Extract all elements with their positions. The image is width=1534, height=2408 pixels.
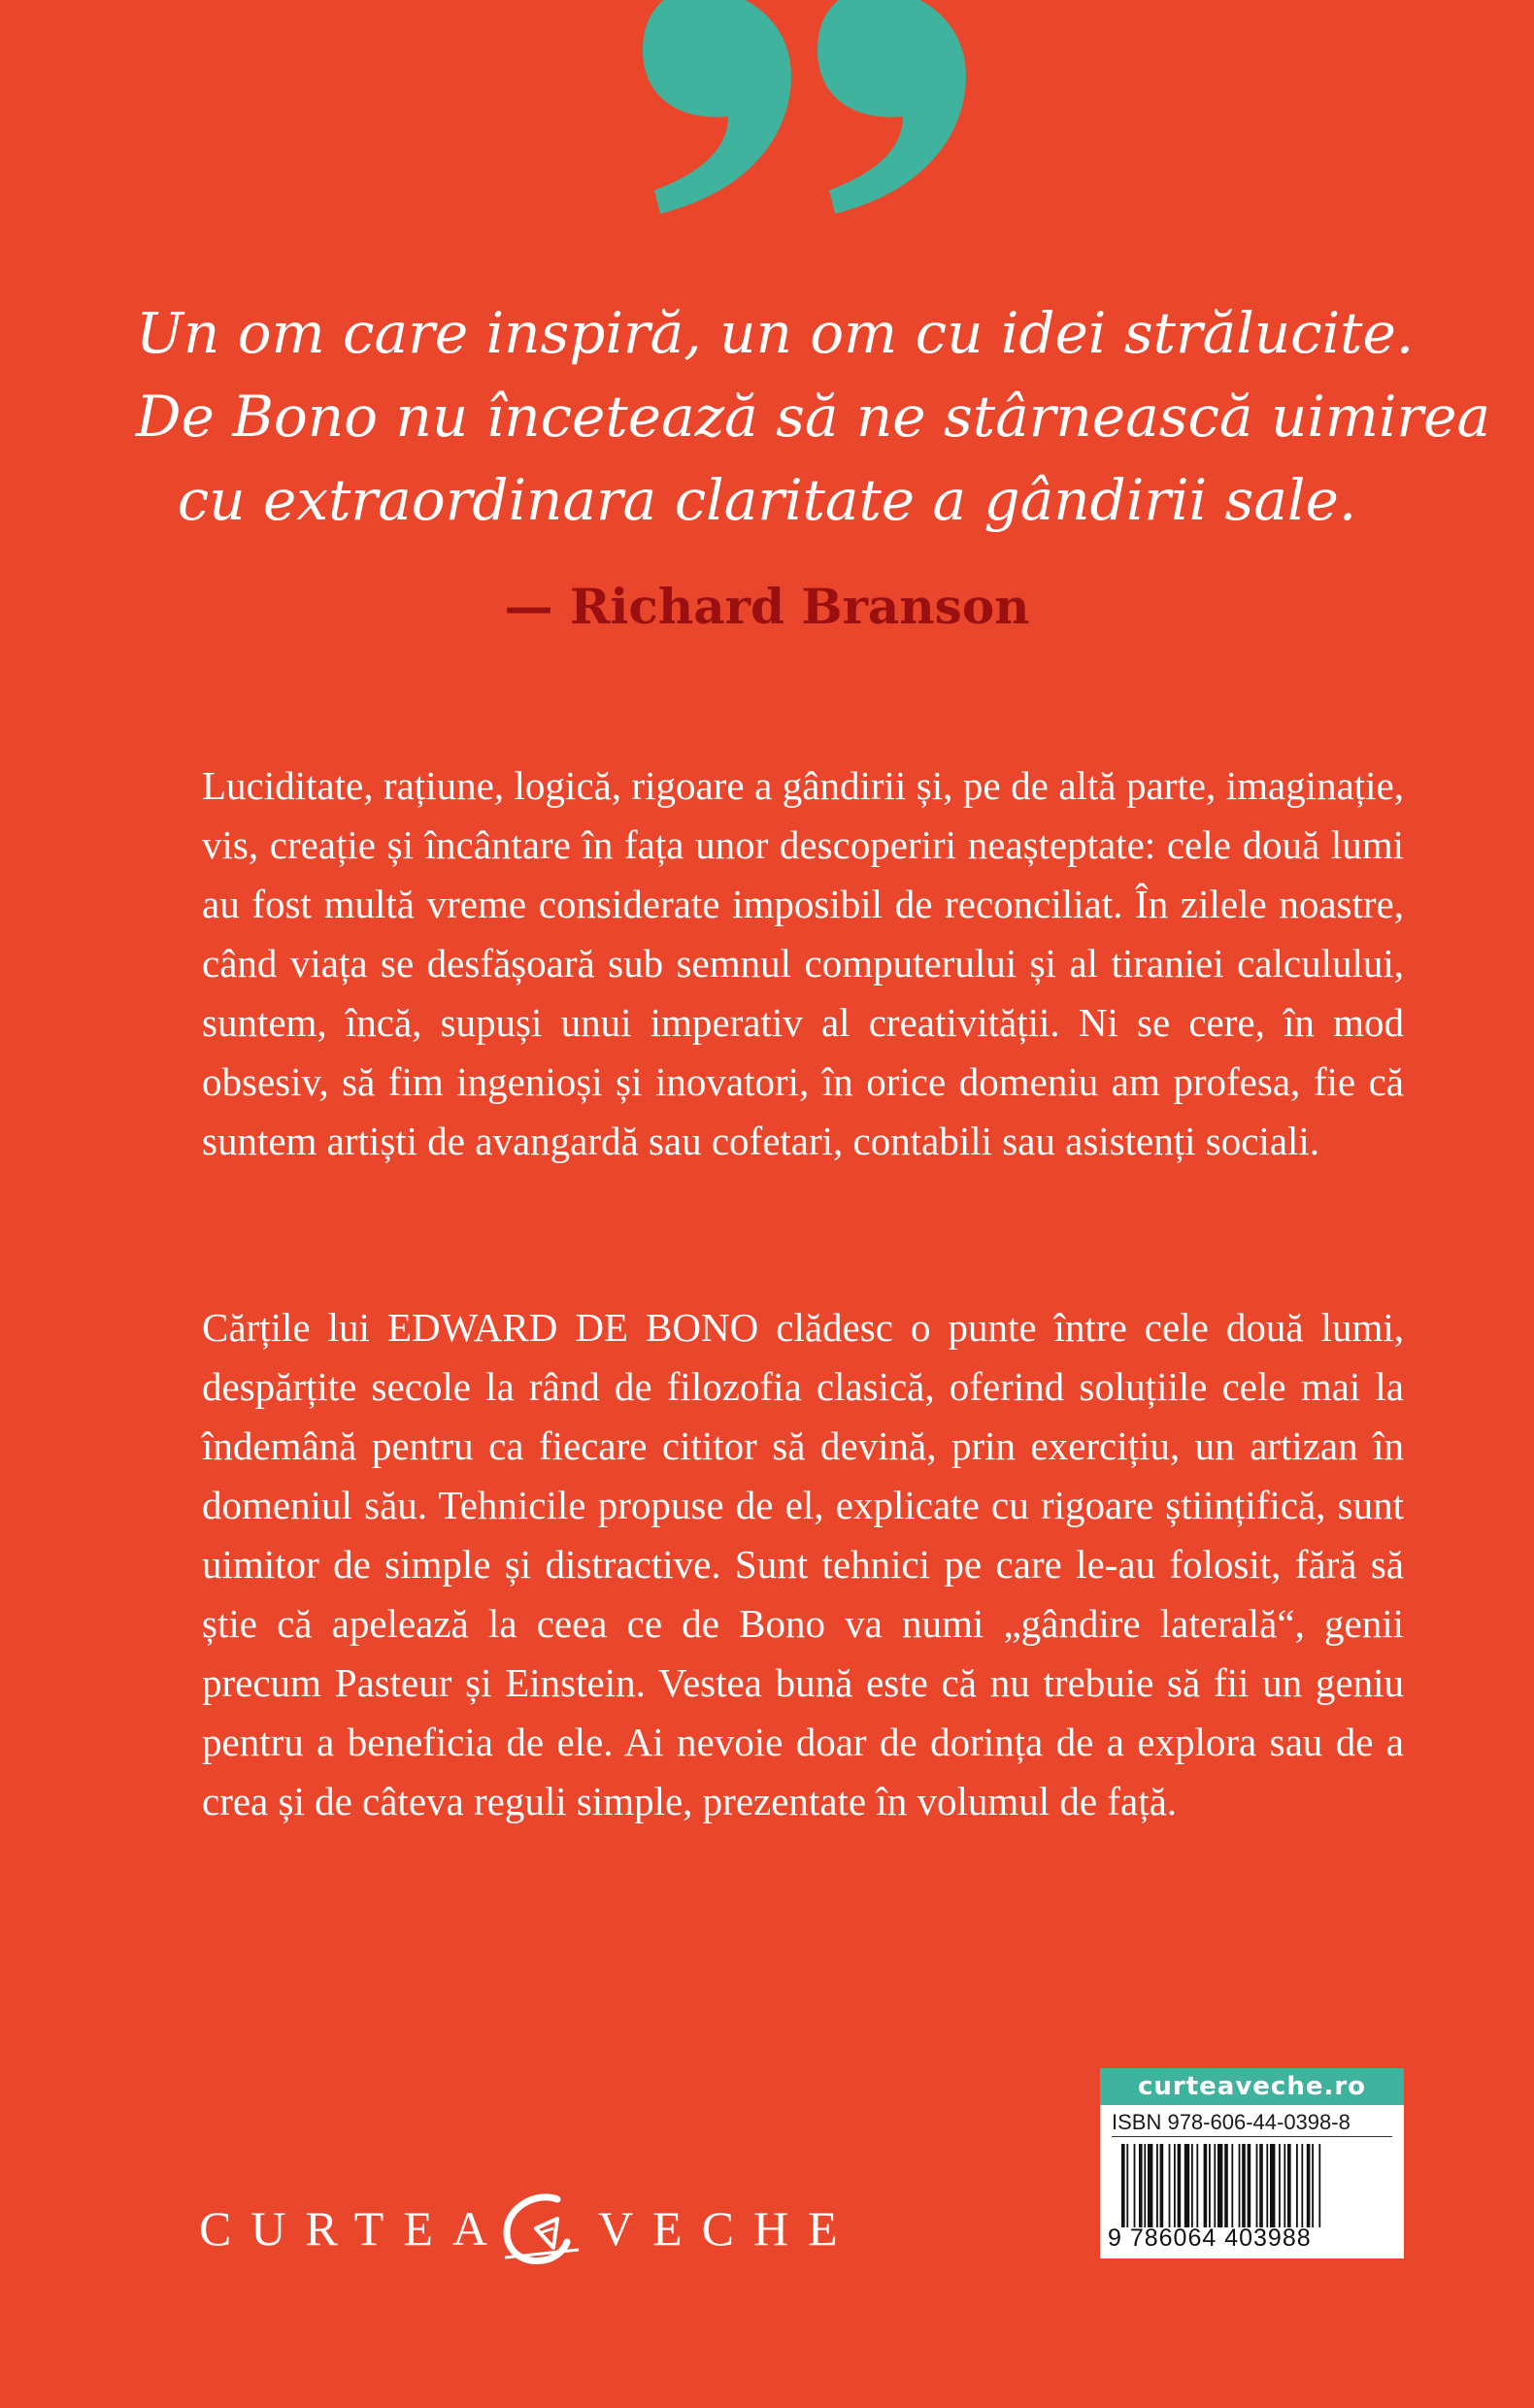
barcode-bar	[1160, 2144, 1164, 2227]
barcode-bar	[1196, 2144, 1198, 2227]
closing-quote-icon	[631, 0, 981, 243]
publisher-name-part-2: VECHE	[598, 2201, 857, 2256]
barcode-bar	[1279, 2144, 1281, 2227]
publisher-name-part-1: CURTEA	[199, 2201, 507, 2256]
pull-quote	[136, 291, 1491, 542]
curtea-veche-logo-icon	[497, 2190, 584, 2267]
body-paragraph-1: Luciditate, rațiune, logică, rigoare a gândirii și, pe de altă parte, imaginație, vis, creație și încântare în fața unor descoperiri neașteptate: cele două lumi au fost multă vreme considerate imposibil de reconciliat. În zilele noastre, când viața se desfășoară sub semnul computerului și al tiraniei calculului, suntem, încă, supuși unui imperativ al creativității. Ni se cere, în mod obsesiv, să fim ingenioși și inovatori, în orice domeniu am profesa, fie că suntem artiști de avangardă sau cofetari, contabili sau asistenți sociali.	[202, 763, 1404, 1163]
barcode-bar	[1126, 2144, 1128, 2227]
barcode-block	[1100, 2068, 1404, 2258]
barcode-bar	[1191, 2144, 1193, 2227]
barcode-bar	[1256, 2144, 1258, 2227]
barcode-bars	[1121, 2144, 1385, 2227]
barcode-bar	[1134, 2144, 1136, 2227]
barcode-bar	[1266, 2144, 1268, 2227]
barcode-bar	[1231, 2144, 1233, 2227]
barcode-bar	[1144, 2144, 1146, 2227]
publisher-logo	[199, 2190, 857, 2267]
barcode-bar	[1259, 2144, 1263, 2227]
barcode-bar	[1169, 2144, 1171, 2227]
barcode-bar	[1248, 2144, 1251, 2227]
barcode-bar	[1307, 2144, 1311, 2227]
barcode-bar	[1301, 2144, 1303, 2227]
barcode-bar	[1312, 2144, 1314, 2227]
barcode-bar	[1239, 2144, 1241, 2227]
barcode-bar	[1318, 2144, 1320, 2227]
barcode-bar	[1178, 2144, 1182, 2227]
barcode-bar	[1284, 2144, 1285, 2227]
barcode-bar	[1209, 2144, 1211, 2227]
barcode-bar	[1156, 2144, 1158, 2227]
barcode-bar	[1214, 2144, 1216, 2227]
barcode-bar	[1217, 2144, 1222, 2227]
barcode-bar	[1287, 2144, 1291, 2227]
quote-line-3: cu extraordinara claritate a gândirii sale.	[177, 467, 1357, 533]
quote-line-2: De Bono nu încetează să ne stârnească uimirea	[136, 384, 1491, 450]
barcode-bar	[1121, 2144, 1125, 2227]
publisher-website: curteaveche.ro	[1100, 2068, 1404, 2105]
quote-line-1: Un om care inspiră, un om cu idei strălucite.	[136, 300, 1415, 366]
barcode-bar	[1204, 2144, 1208, 2227]
barcode-bar	[1224, 2144, 1228, 2227]
quote-attribution: — Richard Branson	[504, 578, 1030, 635]
barcode-bar	[1174, 2144, 1176, 2227]
barcode-bar	[1139, 2144, 1143, 2227]
barcode-bar	[1296, 2144, 1298, 2227]
barcode-digits: 9 786064 403988	[1108, 2224, 1312, 2252]
barcode-bar	[1270, 2144, 1275, 2227]
barcode-bar	[1242, 2144, 1246, 2227]
isbn-label: ISBN 978-606-44-0398-8	[1112, 2109, 1392, 2137]
body-paragraph-2: Cărțile lui EDWARD DE BONO clădesc o punte între cele două lumi, despărțite secole la rând de filozofia clasică, oferind soluțiile cele mai la îndemână pentru ca fiecare cititor să devină, prin exercițiu, un artizan în domeniul său. Tehnicile propuse de el, explicate cu rigoare științifică, sunt uimitor de simple și distractive. Sunt tehnici pe care le-au folosit, fără să știe că apelează la ceea ce de Bono va numi „gândire laterală“, genii precum Pasteur și Einstein. Vestea bună este că nu trebuie să fii un geniu pentru a beneficia de ele. Ai nevoie doar de dorința de a explora sau de a crea și de câteva reguli simple, prezentate în volumul de față.	[202, 1305, 1404, 1823]
barcode-bar	[1148, 2144, 1152, 2227]
barcode-bar	[1184, 2144, 1189, 2227]
